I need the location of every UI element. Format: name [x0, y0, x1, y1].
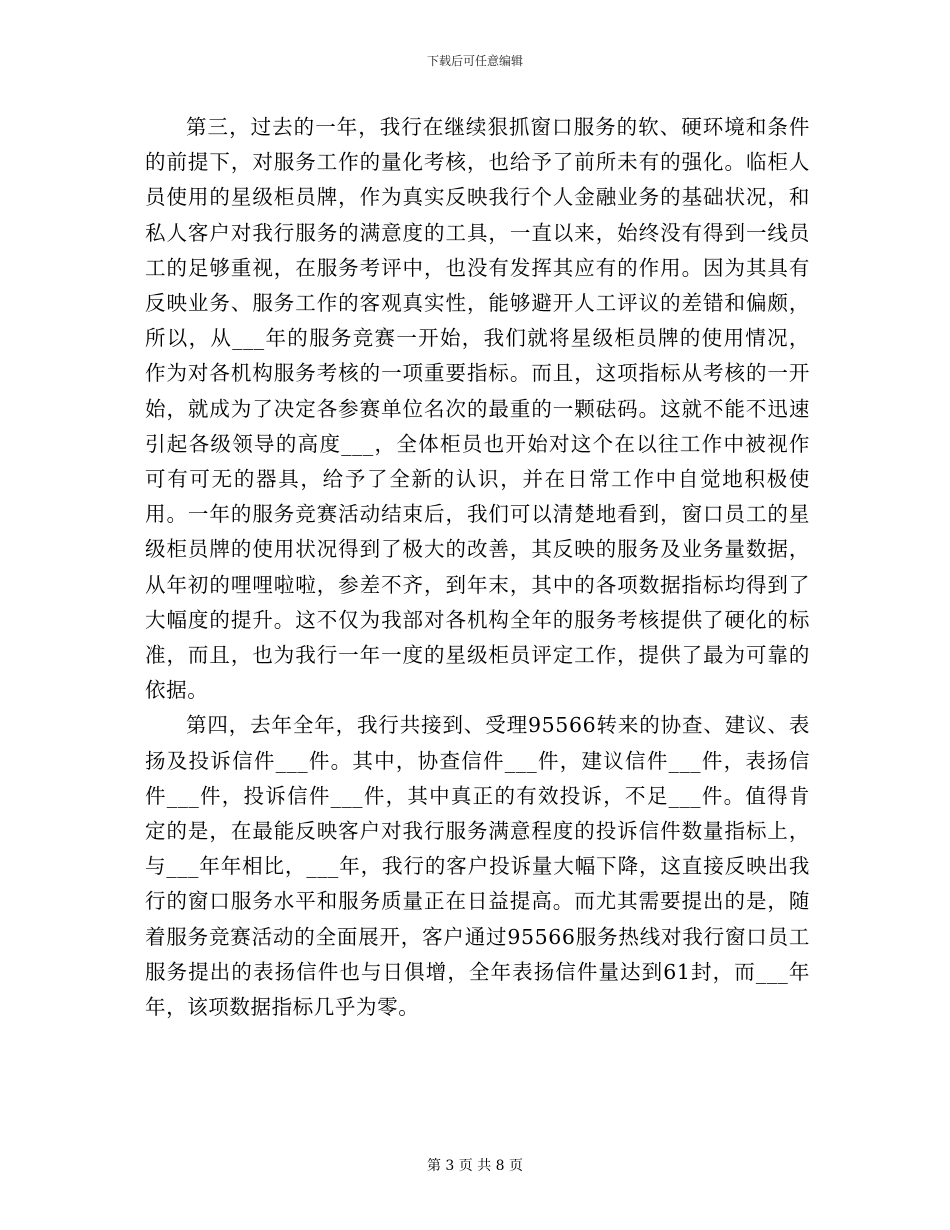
paragraph-fourth: 第四，去年全年，我行共接到、受理95566转来的协查、建议、表扬及投诉信件___件。其中，协查信件___件，建议信件___件，表扬信件___件，投诉信件___件，其中真正的有效投诉，不足___件。值得肯定的是，在最能反映客户对我行服务满意程度的投诉信件数量指标上，与___年年相比，___年，我行的客户投诉量大幅下降，这直接反映出我行的窗口服务水平和服务质量正在日益提高。而尤其需要提出的是，随着服务竞赛活动的全面展开，客户通过95566服务热线对我行窗口员工服务提出的表扬信件也与日俱增，全年表扬信件量达到61封，而___年年，该项数据指标几乎为零。	[145, 713, 810, 1020]
page-number: 第 3 页 共 8 页	[426, 1158, 524, 1174]
paragraph-third: 第三，过去的一年，我行在继续狠抓窗口服务的软、硬环境和条件的前提下，对服务工作的量化考核，也给予了前所未有的强化。临柜人员使用的星级柜员牌，作为真实反映我行个人金融业务的基础状况，和私人客户对我行服务的满意度的工具，一直以来，始终没有得到一线员工的足够重视，在服务考评中，也没有发挥其应有的作用。因为其具有反映业务、服务工作的客观真实性，能够避开人工评议的差错和偏颇，所以，从___年的服务竞赛一开始，我们就将星级柜员牌的使用情况，作为对各机构服务考核的一项重要指标。而且，这项指标从考核的一开始，就成为了决定各参赛单位名次的最重的一颗砝码。这就不能不迅速引起各级领导的高度___，全体柜员也开始对这个在以往工作中被视作可有可无的器具，给予了全新的认识，并在日常工作中自觉地积极使用。一年的服务竞赛活动结束后，我们可以清楚地看到，窗口员工的星级柜员牌的使用状况得到了极大的改善，其反映的服务及业务量数据，从年初的哩哩啦啦，参差不齐，到年末，其中的各项数据指标均得到了大幅度的提升。这不仅为我部对各机构全年的服务考核提供了硬化的标准，而且，也为我行一年一度的星级柜员评定工作，提供了最为可靠的依据。	[145, 115, 810, 703]
document-body	[145, 110, 810, 1025]
page-header: 下载后可任意编辑	[426, 54, 523, 68]
